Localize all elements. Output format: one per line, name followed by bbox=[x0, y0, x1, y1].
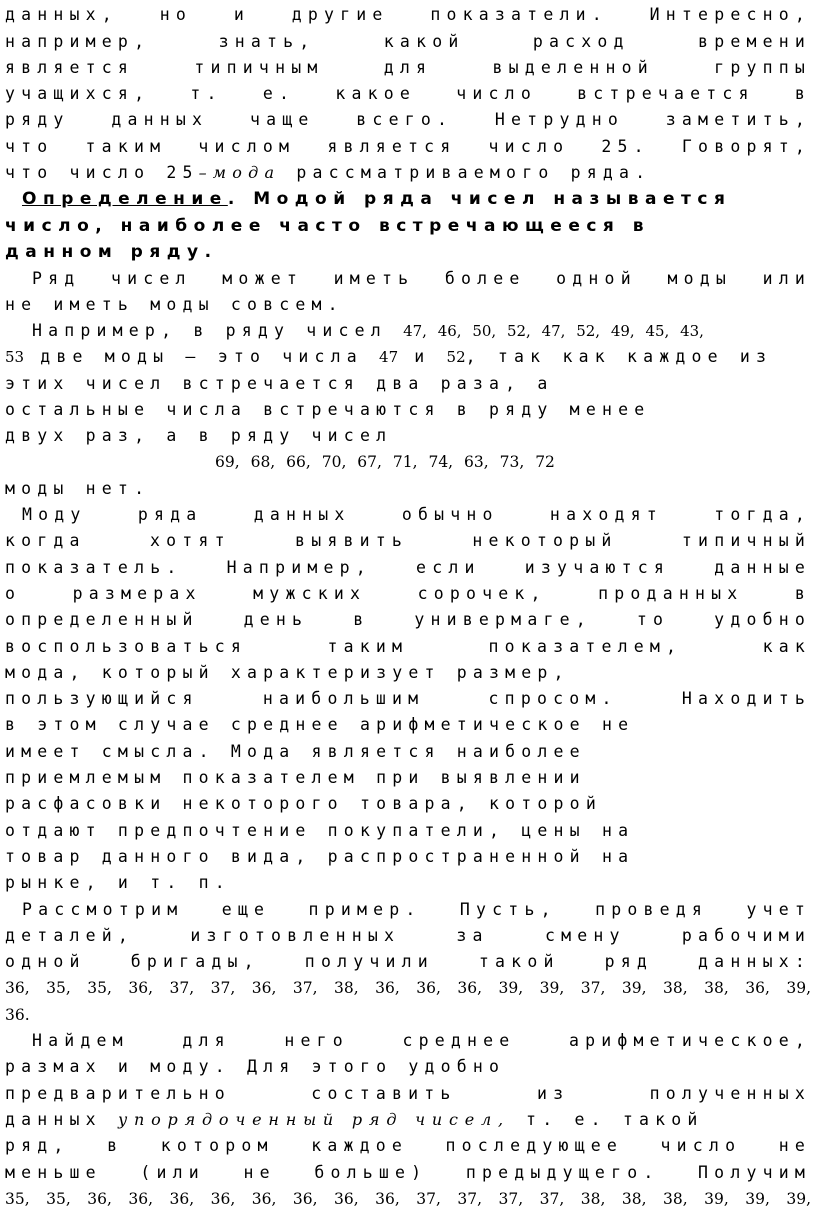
text-line: показатель. Например, если изучаются данные bbox=[5, 558, 811, 577]
text-line: Моду ряда данных обычно находят тогда, bbox=[22, 505, 811, 524]
definition-label: Определение bbox=[22, 189, 228, 209]
mode-term: –мода bbox=[198, 163, 281, 182]
text-line: предварительно составить из полученных bbox=[5, 1084, 811, 1103]
text-line: Рассмотрим еще пример. Пусть, проведя учет bbox=[22, 900, 811, 919]
number: 52 bbox=[446, 348, 466, 366]
text-line: учащихся, т. е. какое число встречается в bbox=[5, 84, 811, 103]
text-line: Найдем для него среднее арифметическое, bbox=[32, 1031, 811, 1050]
text-span: и bbox=[398, 347, 447, 366]
text-line bbox=[32, 318, 811, 344]
text-line: имеет смысла. Мода является наиболее bbox=[5, 742, 586, 761]
text-line: мода, который характеризует размер, bbox=[5, 663, 570, 682]
number-sequence: 35, 35, 36, 36, 36, 36, 36, 36, 36, 36, 37, 37, 37, 37, 38, 38, 38, 39, 39, 39, bbox=[5, 1190, 811, 1208]
text-line: в этом случае среднее арифметическое не bbox=[5, 715, 635, 734]
text-line: данных, но и другие показатели. Интересно, bbox=[5, 5, 811, 24]
text-line: например, знать, какой расход времени bbox=[5, 32, 811, 51]
text-line bbox=[5, 344, 811, 370]
number-sequence: 69, 68, 66, 70, 67, 71, 74, 63, 73, 72 bbox=[215, 453, 555, 471]
definition-line bbox=[22, 186, 811, 212]
definition-dot: . bbox=[227, 189, 241, 209]
text-span: данных bbox=[5, 1110, 118, 1129]
number: 53 bbox=[5, 348, 25, 366]
text-line: размах и моду. Для этого удобно bbox=[5, 1057, 506, 1076]
number: 47 bbox=[379, 348, 399, 366]
number-sequence: 47, 46, 50, 52, 47, 52, 49, 45, 43, bbox=[403, 322, 704, 340]
text-line: двух раз, а в ряду чисел bbox=[5, 426, 393, 445]
ordered-series-term: упорядоченный ряд чисел, bbox=[117, 1110, 510, 1129]
text-line: деталей, изготовленных за смену рабочими bbox=[5, 926, 811, 945]
text-line: расфасовки некоторого товара, которой bbox=[5, 794, 602, 813]
text-line: одной бригады, получили такой ряд данных: bbox=[5, 952, 811, 971]
text-span: , так как каждое из bbox=[465, 347, 773, 366]
number-sequence: 36, 35, 35, 36, 37, 37, 36, 37, 38, 36, 36, 36, 39, 39, 37, 39, 38, 38, 36, 39, bbox=[5, 979, 811, 997]
text-line: является типичным для выделенной группы bbox=[5, 58, 811, 77]
text-line: этих чисел встречается два раза, а bbox=[5, 374, 554, 393]
definition-line: данном ряду. bbox=[5, 242, 218, 262]
text-span: рассматриваемого ряда. bbox=[280, 163, 652, 182]
text-span: Например, в ряду чисел bbox=[32, 321, 404, 340]
text-line: ряд, в котором каждое последующее число не bbox=[5, 1136, 811, 1155]
text-line: определенный день в универмаге, то удобно bbox=[5, 610, 811, 629]
text-span: т. е. такой bbox=[509, 1110, 704, 1129]
text-line: пользующийся наибольшим спросом. Находить bbox=[5, 689, 811, 708]
text-span: две моды – это числа bbox=[24, 347, 380, 366]
text-line: не иметь моды совсем. bbox=[5, 295, 344, 314]
definition-text: Модой ряда чисел называется bbox=[240, 189, 732, 209]
text-line: воспользоваться таким показателем, как bbox=[5, 637, 811, 656]
text-line: приемлемым показателем при выявлении bbox=[5, 768, 586, 787]
text-line: рынке, и т. п. bbox=[5, 873, 231, 892]
text-line: ряду данных чаще всего. Нетрудно заметить, bbox=[5, 110, 811, 129]
text-line: что таким числом является число 25. Говорят, bbox=[5, 137, 811, 156]
text-line: когда хотят выявить некоторый типичный bbox=[5, 531, 811, 550]
text-line bbox=[5, 160, 811, 186]
text-line: меньше (или не больше) предыдущего. Получим bbox=[5, 1163, 811, 1182]
text-line: отдают предпочтение покупатели, цены на bbox=[5, 821, 635, 840]
text-line bbox=[5, 1107, 811, 1133]
text-line: о размерах мужских сорочек, проданных в bbox=[5, 584, 811, 603]
text-line: товар данного вида, распространенной на bbox=[5, 847, 635, 866]
text-span: что число 25 bbox=[5, 163, 199, 182]
text-line: моды нет. bbox=[5, 479, 151, 498]
text-line: Ряд чисел может иметь более одной моды или bbox=[32, 269, 811, 288]
number-sequence: 36. bbox=[5, 1006, 30, 1024]
text-line: остальные числа встречаются в ряду менее bbox=[5, 400, 651, 419]
definition-line: число, наиболее часто встречающееся в bbox=[5, 216, 651, 236]
